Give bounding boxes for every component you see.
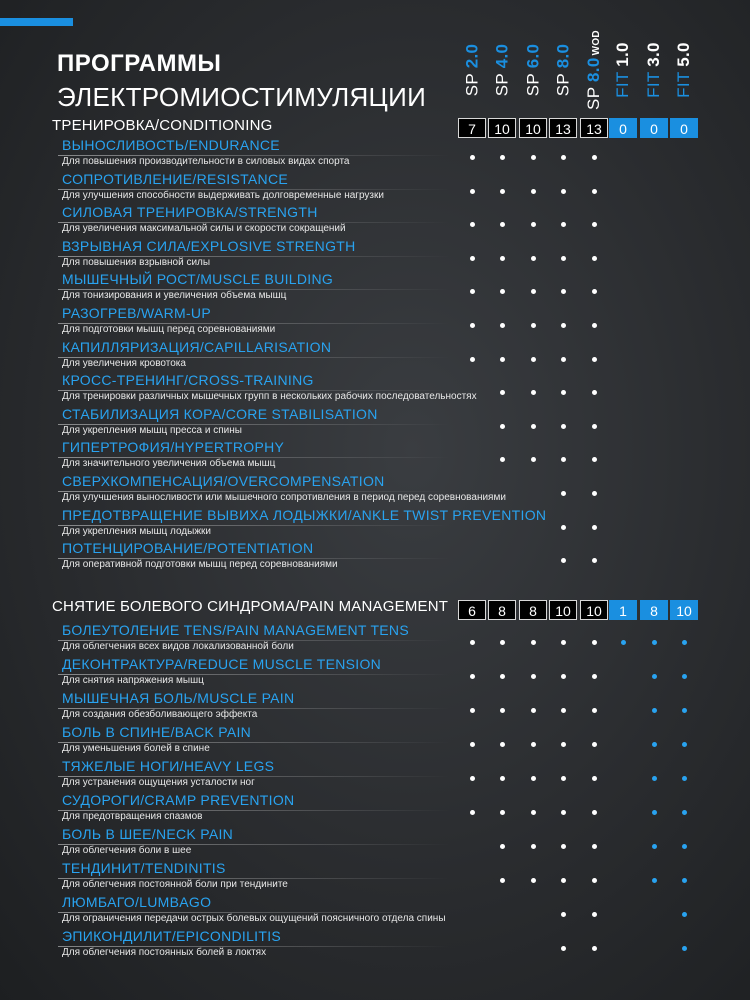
model-header bbox=[487, 28, 517, 112]
model-label bbox=[523, 44, 543, 97]
program-count: 10 bbox=[670, 600, 698, 620]
availability-dot bbox=[561, 189, 566, 194]
model-label bbox=[553, 44, 573, 97]
program-row bbox=[0, 724, 750, 756]
availability-dot bbox=[470, 323, 475, 328]
model-number: 5.0 bbox=[674, 42, 693, 67]
model-number: 8.0 bbox=[553, 43, 573, 69]
program-description: Для тренировки различных мышечных групп в нескольких рабочих последовательностях bbox=[62, 391, 477, 403]
program-name: МЫШЕЧНАЯ БОЛЬ/MUSCLE PAIN bbox=[62, 690, 295, 706]
model-number: 8.0 bbox=[584, 57, 604, 82]
availability-dot bbox=[621, 640, 626, 645]
availability-dot bbox=[561, 912, 566, 917]
availability-dot bbox=[652, 776, 657, 781]
availability-dot bbox=[652, 742, 657, 747]
availability-dot bbox=[592, 810, 597, 815]
program-name: БОЛЬ В ШЕЕ/NECK PAIN bbox=[62, 826, 234, 842]
program-row bbox=[0, 826, 750, 858]
model-series: SP bbox=[462, 68, 482, 97]
availability-dot bbox=[561, 844, 566, 849]
availability-dot bbox=[531, 189, 536, 194]
availability-dot bbox=[592, 878, 597, 883]
availability-dot bbox=[531, 424, 536, 429]
availability-dot bbox=[652, 640, 657, 645]
program-row bbox=[0, 271, 750, 303]
availability-dot bbox=[531, 776, 536, 781]
availability-dot bbox=[682, 878, 687, 883]
program-count: 10 bbox=[519, 118, 547, 138]
availability-dot bbox=[592, 776, 597, 781]
model-header bbox=[608, 28, 638, 112]
program-count: 10 bbox=[488, 118, 516, 138]
availability-dot bbox=[592, 457, 597, 462]
availability-dot bbox=[470, 742, 475, 747]
availability-dot bbox=[531, 323, 536, 328]
model-label bbox=[462, 44, 482, 97]
program-description: Для повышения взрывной силы bbox=[62, 256, 211, 268]
model-series: SP bbox=[553, 68, 573, 97]
program-count: 10 bbox=[549, 600, 577, 620]
availability-dot bbox=[531, 742, 536, 747]
program-description: Для облегчения всех видов локализованной боли bbox=[62, 641, 294, 652]
availability-dot bbox=[652, 844, 657, 849]
model-label bbox=[492, 44, 512, 97]
program-row bbox=[0, 507, 750, 539]
availability-dot bbox=[531, 878, 536, 883]
program-name: СОПРОТИВЛЕНИЕ/RESISTANCE bbox=[62, 170, 289, 187]
program-description: Для увеличения максимальной силы и скорости сокращений bbox=[62, 223, 346, 235]
availability-dot bbox=[592, 222, 597, 227]
availability-dot bbox=[500, 222, 505, 227]
availability-dot bbox=[561, 256, 566, 261]
availability-dot bbox=[682, 912, 687, 917]
program-count: 8 bbox=[640, 600, 668, 620]
program-description: Для увеличения кровотока bbox=[62, 357, 186, 369]
availability-dot bbox=[500, 708, 505, 713]
availability-dot bbox=[500, 457, 505, 462]
model-header bbox=[669, 28, 699, 112]
model-suffix: WOD bbox=[591, 30, 603, 56]
availability-dot bbox=[500, 424, 505, 429]
model-header bbox=[548, 28, 578, 112]
model-label bbox=[674, 42, 694, 98]
availability-dot bbox=[561, 946, 566, 951]
program-count: 0 bbox=[609, 118, 637, 138]
program-row bbox=[0, 894, 750, 926]
availability-dot bbox=[592, 912, 597, 917]
availability-dot bbox=[500, 256, 505, 261]
availability-dot bbox=[561, 222, 566, 227]
program-name: КРОСС-ТРЕНИНГ/CROSS-TRAINING bbox=[62, 372, 314, 389]
availability-dot bbox=[592, 525, 597, 530]
program-description: Для уменьшения болей в спине bbox=[62, 743, 210, 754]
page-title: ПРОГРАММЫ bbox=[57, 50, 222, 77]
availability-dot bbox=[592, 491, 597, 496]
availability-dot bbox=[682, 810, 687, 815]
availability-dot bbox=[592, 289, 597, 294]
availability-dot bbox=[561, 878, 566, 883]
availability-dot bbox=[561, 357, 566, 362]
program-row bbox=[0, 171, 750, 203]
availability-dot bbox=[531, 390, 536, 395]
availability-dot bbox=[592, 558, 597, 563]
program-row bbox=[0, 792, 750, 824]
availability-dot bbox=[561, 708, 566, 713]
page-subtitle: ЭЛЕКТРОМИОСТИМУЛЯЦИИ bbox=[57, 82, 427, 112]
availability-dot bbox=[561, 776, 566, 781]
availability-dot bbox=[592, 674, 597, 679]
availability-dot bbox=[531, 289, 536, 294]
model-series: SP bbox=[492, 68, 512, 97]
program-count: 0 bbox=[640, 118, 668, 138]
program-row bbox=[0, 372, 750, 404]
model-header bbox=[579, 28, 609, 112]
availability-dot bbox=[500, 323, 505, 328]
availability-dot bbox=[500, 674, 505, 679]
program-count: 8 bbox=[488, 600, 516, 620]
availability-dot bbox=[531, 256, 536, 261]
availability-dot bbox=[592, 742, 597, 747]
model-number: 1.0 bbox=[613, 42, 632, 67]
program-description: Для облегчения боли в шее bbox=[62, 845, 192, 856]
availability-dot bbox=[531, 810, 536, 815]
program-description: Для устранения ощущения усталости ног bbox=[62, 777, 255, 788]
availability-dot bbox=[500, 742, 505, 747]
availability-dot bbox=[470, 674, 475, 679]
program-row bbox=[0, 305, 750, 337]
program-name: ДЕКОНТРАКТУРА/REDUCE MUSCLE TENSION bbox=[62, 656, 382, 672]
program-description: Для создания обезболивающего эффекта bbox=[62, 709, 258, 720]
program-name: СТАБИЛИЗАЦИЯ КОРА/CORE STABILISATION bbox=[62, 405, 378, 422]
accent-bar bbox=[0, 18, 73, 26]
availability-dot bbox=[500, 844, 505, 849]
availability-dot bbox=[592, 256, 597, 261]
program-description: Для улучшения выносливости или мышечного сопротивления в период перед соревнованиями bbox=[62, 492, 506, 503]
availability-dot bbox=[470, 640, 475, 645]
program-name: ЛЮМБАГО/LUMBAGO bbox=[62, 894, 212, 910]
model-header bbox=[518, 28, 548, 112]
program-description: Для укрепления мышц пресса и спины bbox=[62, 424, 242, 436]
program-description: Для облегчения постоянных болей в локтях bbox=[62, 947, 267, 958]
availability-dot bbox=[592, 390, 597, 395]
program-description: Для облегчения постоянной боли при тендините bbox=[62, 879, 288, 890]
program-count: 6 bbox=[458, 600, 486, 620]
model-number: 3.0 bbox=[644, 42, 663, 67]
program-name: РАЗОГРЕВ/WARM-UP bbox=[62, 305, 211, 321]
model-label bbox=[584, 30, 604, 110]
availability-dot bbox=[470, 222, 475, 227]
program-row bbox=[0, 690, 750, 722]
availability-dot bbox=[500, 878, 505, 883]
model-series: FIT bbox=[674, 66, 693, 98]
model-label bbox=[613, 42, 633, 98]
availability-dot bbox=[531, 640, 536, 645]
section-title: ТРЕНИРОВКА/CONDITIONING bbox=[52, 117, 273, 134]
availability-dot bbox=[531, 222, 536, 227]
program-name: БОЛЬ В СПИНЕ/BACK PAIN bbox=[62, 724, 252, 740]
program-name: ПРЕДОТВРАЩЕНИЕ ВЫВИХА ЛОДЫЖКИ/ANKLE TWIST PREVENTION bbox=[62, 506, 547, 523]
program-row bbox=[0, 339, 750, 371]
availability-dot bbox=[561, 457, 566, 462]
model-series: SP bbox=[523, 68, 543, 97]
availability-dot bbox=[470, 776, 475, 781]
availability-dot bbox=[682, 776, 687, 781]
availability-dot bbox=[500, 640, 505, 645]
program-description: Для ограничения передачи острых болевых ощущений поясничного отдела спины bbox=[62, 913, 446, 924]
availability-dot bbox=[592, 357, 597, 362]
program-name: БОЛЕУТОЛЕНИЕ TENS/PAIN MANAGEMENT TENS bbox=[62, 622, 409, 638]
availability-dot bbox=[531, 457, 536, 462]
availability-dot bbox=[500, 357, 505, 362]
availability-dot bbox=[561, 810, 566, 815]
program-count: 0 bbox=[670, 118, 698, 138]
availability-dot bbox=[592, 640, 597, 645]
availability-dot bbox=[592, 424, 597, 429]
availability-dot bbox=[682, 708, 687, 713]
program-count: 13 bbox=[580, 118, 608, 138]
model-header bbox=[457, 28, 487, 112]
availability-dot bbox=[561, 424, 566, 429]
availability-dot bbox=[682, 844, 687, 849]
program-row bbox=[0, 656, 750, 688]
program-row bbox=[0, 540, 750, 572]
availability-dot bbox=[531, 155, 536, 160]
availability-dot bbox=[470, 256, 475, 261]
availability-dot bbox=[682, 640, 687, 645]
program-name: ЭПИКОНДИЛИТ/EPICONDILITIS bbox=[62, 928, 282, 944]
availability-dot bbox=[682, 674, 687, 679]
availability-dot bbox=[592, 844, 597, 849]
program-description: Для предотвращения спазмов bbox=[62, 811, 203, 822]
section-title: СНЯТИЕ БОЛЕВОГО СИНДРОМА/PAIN MANAGEMENT bbox=[52, 598, 449, 615]
availability-dot bbox=[592, 155, 597, 160]
availability-dot bbox=[682, 742, 687, 747]
program-row bbox=[0, 406, 750, 438]
availability-dot bbox=[531, 357, 536, 362]
program-name: ТЯЖЕЛЫЕ НОГИ/HEAVY LEGS bbox=[62, 758, 275, 774]
program-count: 10 bbox=[580, 600, 608, 620]
availability-dot bbox=[531, 674, 536, 679]
program-description: Для улучшения способности выдерживать долговременные нагрузки bbox=[62, 189, 384, 201]
program-name: МЫШЕЧНЫЙ РОСТ/MUSCLE BUILDING bbox=[62, 271, 334, 288]
availability-dot bbox=[592, 323, 597, 328]
program-row bbox=[0, 204, 750, 236]
program-name: СУДОРОГИ/CRAMP PREVENTION bbox=[62, 792, 295, 808]
program-row bbox=[0, 928, 750, 960]
program-description: Для подготовки мышц перед соревнованиями bbox=[62, 324, 276, 335]
availability-dot bbox=[561, 390, 566, 395]
availability-dot bbox=[561, 491, 566, 496]
program-description: Для тонизирования и увеличения объема мышц bbox=[62, 290, 287, 302]
program-name: ТЕНДИНИТ/TENDINITIS bbox=[62, 860, 226, 876]
availability-dot bbox=[470, 189, 475, 194]
availability-dot bbox=[682, 946, 687, 951]
model-number: 6.0 bbox=[523, 43, 543, 69]
program-row bbox=[0, 758, 750, 790]
availability-dot bbox=[500, 390, 505, 395]
program-row bbox=[0, 473, 750, 505]
program-count: 13 bbox=[549, 118, 577, 138]
program-name: СВЕРХКОМПЕНСАЦИЯ/OVERCOMPENSATION bbox=[62, 473, 385, 489]
program-name: СИЛОВАЯ ТРЕНИРОВКА/STRENGTH bbox=[62, 204, 318, 221]
availability-dot bbox=[652, 878, 657, 883]
availability-dot bbox=[500, 189, 505, 194]
availability-dot bbox=[561, 155, 566, 160]
availability-dot bbox=[500, 776, 505, 781]
program-row bbox=[0, 137, 750, 169]
program-description: Для снятия напряжения мышц bbox=[62, 675, 204, 686]
program-count: 8 bbox=[519, 600, 547, 620]
availability-dot bbox=[561, 558, 566, 563]
availability-dot bbox=[652, 674, 657, 679]
model-series: FIT bbox=[644, 66, 663, 98]
model-number: 2.0 bbox=[462, 43, 482, 69]
program-name: ПОТЕНЦИРОВАНИЕ/POTENTIATION bbox=[62, 540, 314, 557]
model-series: SP bbox=[584, 81, 604, 110]
program-description: Для оперативной подготовки мышц перед соревнованиями bbox=[62, 559, 338, 571]
availability-dot bbox=[470, 810, 475, 815]
program-row bbox=[0, 238, 750, 270]
program-count: 7 bbox=[458, 118, 486, 138]
availability-dot bbox=[500, 155, 505, 160]
program-row bbox=[0, 860, 750, 892]
availability-dot bbox=[470, 155, 475, 160]
program-name: ВЫНОСЛИВОСТЬ/ENDURANCE bbox=[62, 137, 280, 153]
availability-dot bbox=[500, 289, 505, 294]
availability-dot bbox=[592, 946, 597, 951]
model-label bbox=[644, 42, 664, 98]
program-row bbox=[0, 439, 750, 471]
program-name: ВЗРЫВНАЯ СИЛА/EXPLOSIVE STRENGTH bbox=[62, 237, 356, 254]
availability-dot bbox=[592, 189, 597, 194]
availability-dot bbox=[561, 323, 566, 328]
availability-dot bbox=[470, 708, 475, 713]
model-number: 4.0 bbox=[492, 43, 512, 69]
model-header bbox=[639, 28, 669, 112]
availability-dot bbox=[470, 289, 475, 294]
program-name: ГИПЕРТРОФИЯ/HYPERTROPHY bbox=[62, 439, 285, 456]
availability-dot bbox=[561, 742, 566, 747]
model-series: FIT bbox=[613, 66, 632, 98]
availability-dot bbox=[652, 810, 657, 815]
program-row bbox=[0, 622, 750, 654]
availability-dot bbox=[561, 289, 566, 294]
availability-dot bbox=[531, 708, 536, 713]
availability-dot bbox=[561, 674, 566, 679]
program-description: Для укрепления мышц лодыжки bbox=[62, 525, 211, 537]
availability-dot bbox=[652, 708, 657, 713]
program-count: 1 bbox=[609, 600, 637, 620]
program-description: Для значительного увеличения объема мышц bbox=[62, 458, 276, 470]
program-description: Для повышения производительности в силовых видах спорта bbox=[62, 156, 350, 167]
availability-dot bbox=[500, 810, 505, 815]
availability-dot bbox=[531, 844, 536, 849]
availability-dot bbox=[592, 708, 597, 713]
availability-dot bbox=[470, 357, 475, 362]
availability-dot bbox=[561, 525, 566, 530]
availability-dot bbox=[561, 640, 566, 645]
program-name: КАПИЛЛЯРИЗАЦИЯ/CAPILLARISATION bbox=[62, 338, 332, 355]
